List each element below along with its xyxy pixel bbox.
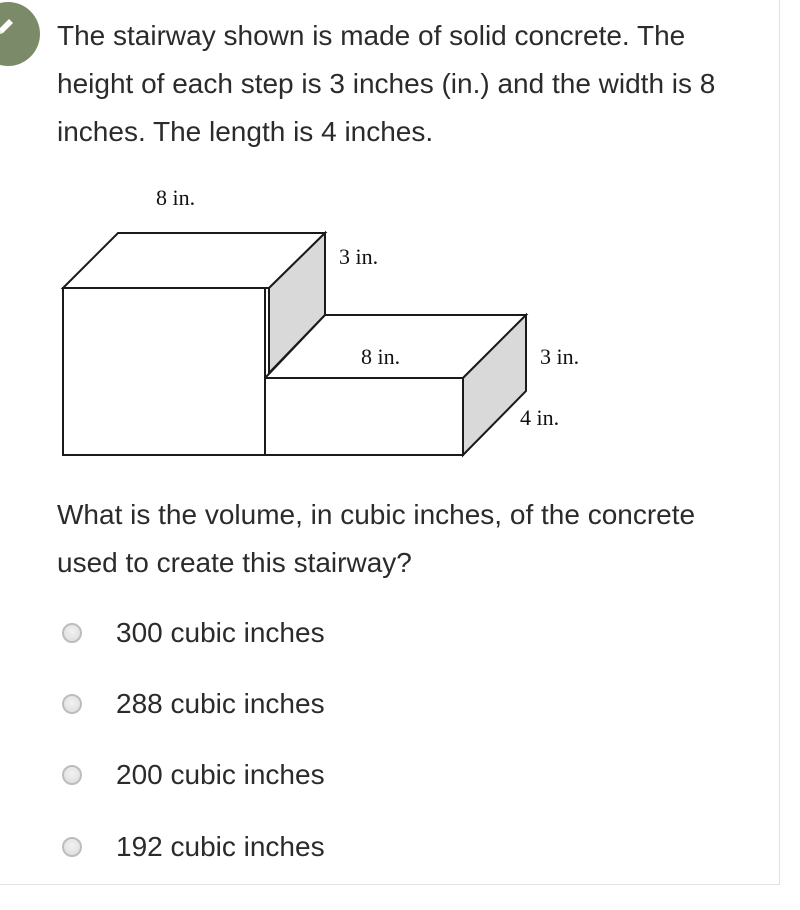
pencil-icon — [0, 16, 16, 38]
answer-option[interactable] — [62, 613, 325, 653]
answer-option[interactable] — [62, 827, 325, 867]
question-stem: The stairway shown is made of solid concrete. The height of each step is 3 inches (in.) and the width is 8 inches. The length is 4 inches. — [57, 20, 716, 147]
answer-option[interactable] — [62, 684, 325, 724]
answer-option-label: 300 cubic inches — [116, 617, 325, 648]
answer-option[interactable] — [62, 755, 325, 795]
radio-button[interactable] — [62, 623, 82, 643]
upper-height-label: 3 in. — [339, 244, 379, 269]
lower-height-label: 3 in. — [540, 344, 580, 369]
question-prompt: What is the volume, in cubic inches, of the concrete used to create this stairway? — [57, 499, 696, 578]
answer-option-label: 200 cubic inches — [116, 759, 325, 790]
top-width-label: 8 in. — [156, 185, 196, 210]
edit-badge[interactable] — [0, 2, 40, 66]
lower-width-label: 8 in. — [361, 344, 401, 369]
stairway-figure — [50, 175, 620, 475]
answer-option-label: 192 cubic inches — [116, 831, 325, 862]
radio-button[interactable] — [62, 765, 82, 785]
length-label: 4 in. — [520, 405, 560, 430]
radio-button[interactable] — [62, 694, 82, 714]
radio-button[interactable] — [62, 837, 82, 857]
upper-front-face — [63, 288, 265, 455]
lower-front-face — [265, 378, 463, 455]
answer-option-label: 288 cubic inches — [116, 688, 325, 719]
